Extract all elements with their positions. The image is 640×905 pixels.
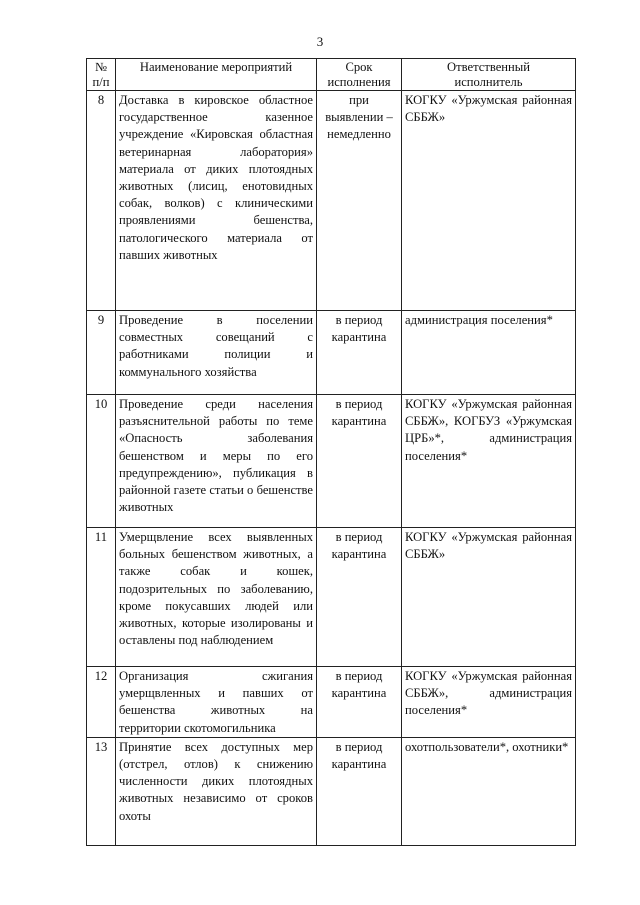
table-header-row bbox=[87, 59, 576, 91]
header-term-line2: исполнения bbox=[327, 75, 391, 89]
table-row bbox=[87, 737, 576, 845]
header-num-line1: № bbox=[94, 60, 108, 74]
table-row bbox=[87, 91, 576, 311]
row-term: при выявлении – немедленно bbox=[317, 91, 402, 311]
row-responsible: КОГКУ «Уржумская районная СББЖ», КОГБУЗ «Уржумская ЦРБ»*, администрация поселения* bbox=[402, 395, 576, 528]
row-term: в период карантина bbox=[317, 737, 402, 845]
header-resp-line1: Ответственный bbox=[447, 60, 530, 74]
header-num bbox=[87, 59, 116, 91]
row-number: 8 bbox=[87, 91, 116, 311]
row-responsible: охотпользователи*, охотники* bbox=[402, 737, 576, 845]
table-row bbox=[87, 528, 576, 667]
table-row bbox=[87, 667, 576, 738]
row-responsible: администрация поселения* bbox=[402, 311, 576, 395]
row-term: в период карантина bbox=[317, 528, 402, 667]
row-measure: Организация сжигания умерщвленных и павших от бешенства животных на территории скотомогильника bbox=[116, 667, 317, 738]
table-row bbox=[87, 395, 576, 528]
row-responsible: КОГКУ «Уржумская районная СББЖ», администрация поселения* bbox=[402, 667, 576, 738]
page-number: 3 bbox=[316, 34, 324, 49]
row-term: в период карантина bbox=[317, 667, 402, 738]
header-num-line2: п/п bbox=[92, 75, 110, 89]
row-number: 11 bbox=[87, 528, 116, 667]
row-responsible: КОГКУ «Уржумская районная СББЖ» bbox=[402, 91, 576, 311]
header-name: Наименование мероприятий bbox=[116, 59, 317, 91]
header-resp bbox=[402, 59, 576, 91]
row-term: в период карантина bbox=[317, 311, 402, 395]
row-number: 10 bbox=[87, 395, 116, 528]
header-term bbox=[317, 59, 402, 91]
row-number: 13 bbox=[87, 737, 116, 845]
measures-table bbox=[86, 58, 576, 846]
row-measure: Проведение в поселении совместных совещаний с работниками полиции и коммунального хозяйства bbox=[116, 311, 317, 395]
row-measure: Доставка в кировское областное государственное казенное учреждение «Кировская областная ветеринарная лаборатория» материала от диких плотоядных животных (лисиц, енотовидных собак, волков) с клиническими проявлениями бешенства, патологического материала от павших животных bbox=[116, 91, 317, 311]
row-measure: Проведение среди населения разъяснительной работы по теме «Опасность заболевания бешенством и меры по его предупреждению», публикация в районной газете статьи о бешенстве животных bbox=[116, 395, 317, 528]
row-number: 9 bbox=[87, 311, 116, 395]
row-measure: Умерщвление всех выявленных больных бешенством животных, а также собак и кошек, подозрительных по заболеванию, кроме покусавших людей или животных, которые изолированы и оставлены под наблюдением bbox=[116, 528, 317, 667]
row-measure: Принятие всех доступных мер (отстрел, отлов) к снижению численности диких плотоядных животных независимо от сроков охоты bbox=[116, 737, 317, 845]
row-term: в период карантина bbox=[317, 395, 402, 528]
header-term-line1: Срок bbox=[345, 60, 373, 74]
row-number: 12 bbox=[87, 667, 116, 738]
table-row bbox=[87, 311, 576, 395]
header-resp-line2: исполнитель bbox=[454, 75, 523, 89]
row-responsible: КОГКУ «Уржумская районная СББЖ» bbox=[402, 528, 576, 667]
